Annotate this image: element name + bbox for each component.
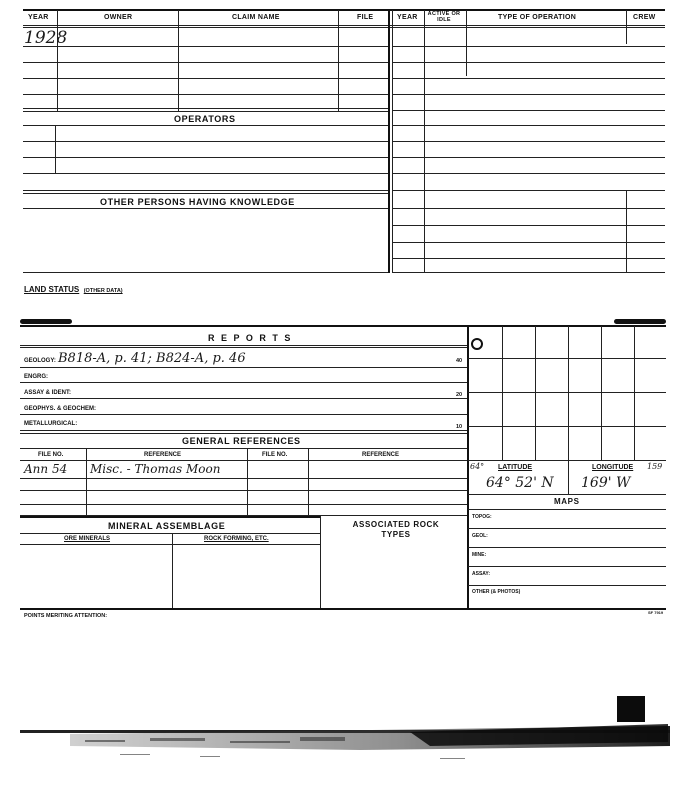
circle-mark <box>471 338 483 350</box>
col-line <box>247 449 248 515</box>
assay-code: 20 <box>456 392 463 398</box>
row-line <box>23 208 388 209</box>
longitude-suffix-note: 159 <box>647 462 663 471</box>
reports-title: R E P O R T S <box>208 333 293 343</box>
row-line <box>392 258 665 259</box>
row-line <box>20 345 467 346</box>
row-line <box>23 141 388 142</box>
row-line <box>392 110 665 111</box>
longitude-label: LONGITUDE <box>592 464 634 471</box>
geology-label: GEOLOGY: <box>24 358 56 364</box>
land-status-label: LAND STATUS <box>24 285 80 294</box>
assay-label: ASSAY & IDENT: <box>24 390 72 396</box>
row-line <box>20 460 467 461</box>
row-line <box>392 190 665 191</box>
col-line <box>86 449 87 515</box>
latitude-value: 64° 52' N <box>486 475 554 491</box>
col-header-file: FILE <box>357 14 374 21</box>
associated-rock-types-header: ASSOCIATED ROCK TYPES <box>352 520 440 539</box>
ink-smudge-left <box>20 319 72 324</box>
col-line <box>626 190 627 272</box>
row-line <box>23 193 388 194</box>
row-line <box>392 157 665 158</box>
longitude-value: 169' W <box>581 475 631 491</box>
geology-entry: B818-A, p. 41; B824-A, p. 46 <box>58 351 246 366</box>
mineral-assemblage-title: MINERAL ASSEMBLAGE <box>108 521 226 531</box>
grid-line <box>634 326 635 460</box>
row-line <box>20 544 320 545</box>
col-line <box>57 10 58 112</box>
row-line <box>20 448 467 449</box>
grid-line <box>535 326 536 460</box>
rock-forming-header: ROCK FORMING, ETC. <box>204 536 269 542</box>
metallurgical-code: 10 <box>456 424 463 430</box>
col-line <box>178 10 179 112</box>
col-line <box>568 460 569 494</box>
maps-title: MAPS <box>554 497 580 506</box>
col-header-type-of-operation: TYPE OF OPERATION <box>498 14 577 21</box>
row-line <box>468 585 666 586</box>
row-line <box>392 225 665 226</box>
row-line <box>392 173 665 174</box>
row-line <box>20 382 467 383</box>
row-line <box>392 272 665 273</box>
row-line <box>392 94 665 95</box>
header-bottom-line-2 <box>23 27 665 28</box>
row-line <box>468 528 666 529</box>
row-line <box>392 242 665 243</box>
ink-smudge-right <box>614 319 666 324</box>
maps-geol-label: GEOL: <box>472 533 488 539</box>
row-line <box>23 94 388 95</box>
col-header-claim-name: CLAIM NAME <box>232 14 280 21</box>
geology-code: 40 <box>456 358 463 364</box>
lower-bottom-border <box>20 608 666 610</box>
row-line <box>23 111 388 112</box>
col-header-owner: OWNER <box>104 14 133 21</box>
maps-assay-label: ASSAY: <box>472 571 491 577</box>
form-number: SF 7919 <box>648 610 664 615</box>
row-line <box>20 430 467 431</box>
grid-line <box>601 326 602 460</box>
grid-line <box>468 426 666 427</box>
grid-line <box>468 358 666 359</box>
row-line <box>392 46 665 47</box>
col-line <box>626 10 627 44</box>
land-status <box>24 279 123 297</box>
row-line <box>468 566 666 567</box>
col-line <box>466 10 467 76</box>
other-persons-title: OTHER PERSONS HAVING KNOWLEDGE <box>100 197 295 207</box>
year-entry-handwritten: 1928 <box>24 28 68 48</box>
row-line <box>23 62 388 63</box>
row-line <box>20 478 467 479</box>
operators-title: OPERATORS <box>174 114 236 124</box>
scan-noise-band <box>0 716 678 766</box>
col-header-year-right: YEAR <box>397 14 418 21</box>
row-line <box>392 78 665 79</box>
row-line <box>23 272 388 273</box>
row-line <box>20 533 320 534</box>
maps-topog-label: TOPOG: <box>472 514 492 520</box>
general-references-title: GENERAL REFERENCES <box>182 436 301 446</box>
col-line <box>55 125 56 173</box>
row-line <box>468 509 666 510</box>
col-line <box>172 534 173 608</box>
header-bottom-line <box>23 25 665 26</box>
geophys-label: GEOPHYS. & GEOCHEM: <box>24 406 97 412</box>
lower-top-border <box>20 325 666 327</box>
maps-other-label: OTHER (& PHOTOS) <box>472 589 521 595</box>
grid-line <box>468 460 666 461</box>
col-line <box>308 449 309 515</box>
row-line <box>20 398 467 399</box>
grid-line <box>468 392 666 393</box>
land-status-sub: (OTHER DATA) <box>83 288 123 294</box>
row-line <box>23 108 388 109</box>
row-line <box>20 367 467 368</box>
row-line <box>20 433 467 434</box>
row-line <box>23 173 388 174</box>
row-line <box>392 208 665 209</box>
row-line <box>392 141 665 142</box>
engrg-label: ENGRG: <box>24 374 48 380</box>
row-line <box>23 46 388 47</box>
row-line <box>20 516 320 518</box>
row-line <box>392 125 665 126</box>
center-divider <box>388 10 390 273</box>
row-line <box>468 494 666 495</box>
maps-mine-label: MINE: <box>472 552 487 558</box>
col-header-active-or-idle: ACTIVE OR IDLE <box>427 11 461 23</box>
ore-minerals-header: ORE MINERALS <box>64 536 111 542</box>
row-line <box>23 190 388 191</box>
ref-file-no-entry: Ann 54 <box>24 462 68 476</box>
points-meriting-attention: POINTS MERITING ATTENTION: <box>24 613 108 619</box>
row-line <box>392 62 665 63</box>
ref-header-reference: REFERENCE <box>144 452 182 458</box>
col-header-crew: CREW <box>633 14 656 21</box>
latitude-prefix-note: 64° <box>470 462 485 471</box>
grid-line <box>568 326 569 460</box>
metallurgical-label: METALLURGICAL: <box>24 421 78 427</box>
row-line <box>23 78 388 79</box>
ref-header-reference-2: REFERENCE <box>362 452 400 458</box>
col-header-year: YEAR <box>28 14 49 21</box>
row-line <box>23 125 388 126</box>
ref-reference-entry: Misc. - Thomas Moon <box>90 462 221 476</box>
row-line <box>20 490 467 491</box>
ref-header-file-no: FILE NO. <box>38 452 64 458</box>
col-line <box>338 10 339 112</box>
row-line <box>23 157 388 158</box>
top-border <box>23 9 665 11</box>
col-line <box>320 516 321 608</box>
row-line <box>468 547 666 548</box>
grid-line <box>502 326 503 460</box>
row-line <box>20 504 467 505</box>
row-line <box>20 347 467 348</box>
ref-header-file-no-2: FILE NO. <box>262 452 288 458</box>
latitude-label: LATITUDE <box>498 464 533 471</box>
row-line <box>20 414 467 415</box>
